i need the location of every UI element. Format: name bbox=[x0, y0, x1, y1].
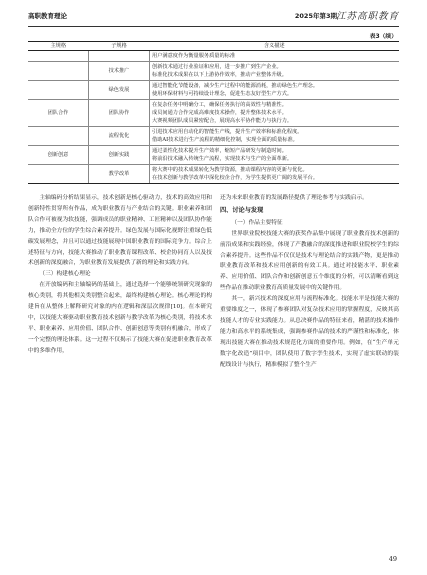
description-cell bbox=[150, 127, 400, 146]
table-row bbox=[28, 146, 399, 165]
main-category-cell bbox=[28, 62, 89, 81]
description-cell bbox=[150, 62, 400, 81]
body-paragraph: 其一，新兴技术的深度应用与流程标准化。技能水平是技能大赛的重要维度之一，体现了参赛团队对复杂技术应用的掌握程度，反映其高技能人才的专业实践能力。从总决赛作品的特征来看，精湛的技术操作能力和高水平的系统集成，强调参赛作品的技术的严谨性和标准化，体现出技能大赛在推动技术规范化方面的重要作用。例如，在“生产单元数字化改造”项目中，团队使用了数字孪生技术，实现了虚实联动的装配线设计与执行，精准模拟了整个生产 bbox=[220, 296, 399, 368]
sub-category-cell: 创新实践 bbox=[89, 146, 150, 165]
subsection-heading: （一）作品主要特征 bbox=[231, 219, 283, 226]
description-line: 标准化技术成果在以下上游协作效率，推动产业整体升级。 bbox=[152, 72, 287, 78]
header-description: 含义描述 bbox=[150, 42, 400, 51]
header-main-category: 主规格 bbox=[28, 42, 89, 51]
description-line: 将前沿技术融入传统生产流程，实现技术与生产的全面革新。 bbox=[152, 156, 293, 162]
section-heading: 四、讨论与发现 bbox=[220, 206, 264, 214]
description-cell bbox=[150, 165, 400, 184]
description-line: 大赛视频团队成员紧密配合，展现高水平协作能力与执行力。 bbox=[152, 118, 293, 124]
page-number: 49 bbox=[388, 555, 397, 563]
main-category-cell bbox=[28, 165, 89, 184]
header-sub-category: 子规格 bbox=[89, 42, 150, 51]
sub-category-cell: 教学改革 bbox=[89, 165, 150, 184]
main-category-cell: 团队合作 bbox=[28, 100, 89, 127]
description-line: 创新技术通过行业验证和应用，进一步推广到生产企业。 bbox=[152, 64, 282, 70]
description-line: 通过智能化节能设备，减少生产过程中的能源消耗，推动绿色生产理念。 bbox=[152, 83, 319, 89]
coding-table bbox=[28, 41, 399, 184]
description-cell bbox=[150, 51, 400, 62]
sub-category-cell: 流程优化 bbox=[89, 127, 150, 146]
table-caption: 表3（续） bbox=[369, 34, 397, 40]
table-row bbox=[28, 165, 399, 184]
description-cell bbox=[150, 100, 400, 127]
table-row bbox=[28, 62, 399, 81]
description-line: 引进技术应用自动化的智能生产线，提升生产效率和标准化程度。 bbox=[152, 129, 303, 135]
sub-category-cell: 团队协作 bbox=[89, 100, 150, 127]
body-paragraph: 在开放编码和主轴编码的基础上，通过选择一个能够统领研究现象的核心类别，将其他相关类别整合起来，最终构建核心理论。核心理论的构建旨在从整体上解释研究对象的内在逻辑和深层次规律[10]。在本研究中，以技能大赛驱动职业教育技术创新与教学改革为核心类别，将技术水平、职业素养、应用价值、团队合作、创新创意等类别有机融合，形成了一个完整的理论体系。这一过程不仅揭示了技能大赛在促进职业教育改革中的多维作用， bbox=[28, 282, 212, 354]
table-row bbox=[28, 127, 399, 146]
description-line: 成员间通力合作完成高难度技术操作，提升整体技术水平。 bbox=[152, 110, 287, 116]
body-paragraph: 世界职业院校技能大赛的获奖作品集中展现了职业教育技术创新的前沿成果和实践经验，体现了产教融合的深度推进和职业院校学生的综合素养提升。这些作品不仅仅是技术与理论结合的实践产物，更是推动职业教育改革和技术应用创新的有效工具。通过对技能水平、职业素养、应用价值、团队合作和创新创意五个维度的分析，可以清晰看到这些作品在推动职业教育高质量发展中的关键作用。 bbox=[220, 230, 399, 292]
description-line: 在复杂任务中明确分工，确保任务执行的高效性与精准性。 bbox=[152, 102, 287, 108]
description-line: 借助AI技术进行生产流程的精细化控制，实现全面的质量标准。 bbox=[152, 137, 298, 143]
sub-category-cell: 绿色发展 bbox=[89, 81, 150, 100]
main-category-cell bbox=[28, 51, 89, 62]
description-cell bbox=[150, 81, 400, 100]
main-category-cell: 创新创意 bbox=[28, 146, 89, 165]
table-header-row bbox=[28, 42, 399, 51]
description-cell bbox=[150, 146, 400, 165]
subsection-heading: （三）构建核心理论 bbox=[39, 271, 91, 278]
left-column bbox=[28, 193, 212, 357]
table-row bbox=[28, 81, 399, 100]
main-category-cell bbox=[28, 81, 89, 100]
page-header bbox=[28, 11, 399, 25]
header-rule bbox=[28, 26, 399, 27]
table-row bbox=[28, 51, 399, 62]
sub-category-cell: 技术推广 bbox=[89, 62, 150, 81]
description-line: 通过柔性化技术提升生产效率，缩短产品研发与制造时间。 bbox=[152, 148, 287, 154]
body-paragraph: 主轴编码分析结果显示，技术创新是核心驱动力，技术的高效应用和创新特性贯穿所有作品，成为职业教育与产业结合的关键。职业素养和团队合作可被视为软技能，强调成员的职业精神、工匠精神以及团队协作能力，推动全方位的学生综合素养提升。绿色发展与国际化视野注重绿色低碳发展理念，并且可以通过技能展现中国职业教育的国际竞争力。综合上述特征与方向，技能大赛推动了职业教育课程改革、校企协同育人以及技术创新的深度融合，为职业教育发展提供了新的理论和实践方向。 bbox=[28, 195, 212, 267]
table-row bbox=[28, 100, 399, 127]
journal-section-title: 高职教育理论 bbox=[28, 12, 67, 20]
body-paragraph: 还为未来职业教育的发展路径提供了理论参考与实践启示。 bbox=[220, 195, 368, 201]
description-line: 使用环保材料与可持续设计理念，促进生态友好型生产方式。 bbox=[152, 91, 293, 97]
sub-category-cell bbox=[89, 51, 150, 62]
issue-label: 2025年第3期 bbox=[294, 12, 337, 20]
right-column bbox=[220, 193, 399, 371]
main-category-cell bbox=[28, 127, 89, 146]
description-line: 在技术创新与教学改革中深化校企合作，为学生提供更广阔的发展平台。 bbox=[152, 175, 319, 181]
description-line: 将大赛中的技术成果转化为教学资源，推动课程内容的更新与优化。 bbox=[152, 167, 308, 173]
journal-logo: 江苏高职教育 bbox=[335, 11, 399, 22]
description-line: 用户满意度作为衡量服务质量的标准 bbox=[152, 53, 236, 59]
